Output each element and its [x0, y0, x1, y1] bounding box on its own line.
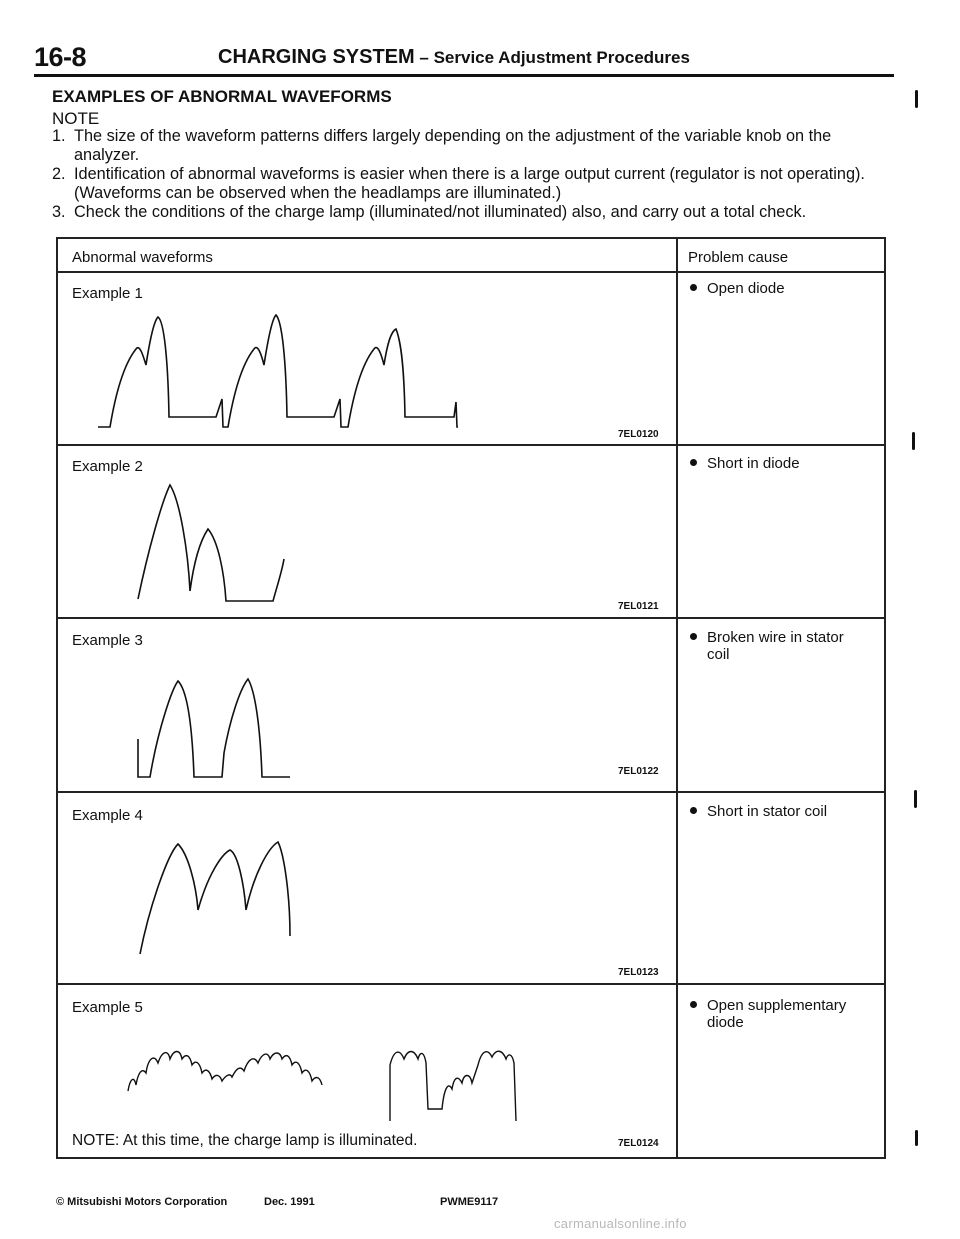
watermark: carmanualsonline.info	[554, 1216, 687, 1231]
waveform-trace	[98, 315, 458, 427]
cause-text: Short in stator coil	[707, 803, 828, 820]
example-3-cause	[690, 629, 870, 663]
footer-copyright: © Mitsubishi Motors Corporation	[56, 1196, 228, 1208]
example-3-label: Example 3	[72, 632, 143, 649]
example-5-cause	[690, 997, 870, 1031]
cause-text: Open supplementary	[707, 997, 847, 1014]
cause-text: Broken wire in stator	[707, 629, 844, 646]
cause-text: Short in diode	[707, 455, 800, 472]
cause-text-cont: diode	[707, 1014, 744, 1031]
waveform-trace	[140, 842, 290, 954]
section-name: CHARGING SYSTEM	[218, 46, 415, 68]
waveform-table	[56, 237, 886, 1159]
example-2-waveform	[58, 471, 676, 611]
example-2-code: 7EL0121	[618, 601, 659, 612]
waveform-trace	[138, 679, 290, 777]
header-rule	[58, 271, 884, 273]
bullet	[690, 633, 697, 640]
example-4-label: Example 4	[72, 807, 143, 824]
example-5-waveform	[58, 1029, 676, 1139]
row-rule	[58, 444, 884, 446]
subsection-name: – Service Adjustment Procedures	[414, 48, 690, 67]
note-item	[52, 203, 892, 222]
waveform-trace-right	[390, 1051, 516, 1121]
note-text: The size of the waveform patterns differs largely depending on the adjustment of the variable knob on the analyzer.	[74, 127, 832, 164]
example-1-label: Example 1	[72, 285, 143, 302]
note-heading: NOTE	[52, 109, 100, 128]
note-item	[52, 165, 892, 203]
note-item	[52, 127, 892, 165]
example-5-label: Example 5	[72, 999, 143, 1016]
example-2-label: Example 2	[72, 458, 143, 475]
example-4-code: 7EL0123	[618, 967, 659, 978]
bullet	[690, 807, 697, 814]
example-2-cause	[690, 455, 870, 472]
footer-date: Dec. 1991	[264, 1196, 315, 1208]
margin-mark	[915, 90, 918, 108]
bullet	[690, 1001, 697, 1008]
row-rule	[58, 983, 884, 985]
row-rule	[58, 617, 884, 619]
example-4-cause	[690, 803, 870, 820]
example-5-code: 7EL0124	[618, 1138, 659, 1149]
example-3-waveform	[58, 649, 676, 789]
example-1-code: 7EL0120	[618, 429, 659, 440]
page-number: 16-8	[34, 42, 87, 72]
header-cause: Problem cause	[688, 249, 789, 266]
footer-doc-code: PWME9117	[440, 1196, 499, 1208]
example-4-waveform	[58, 824, 676, 964]
margin-mark	[915, 1130, 918, 1146]
column-divider	[676, 239, 678, 1157]
cause-text: Open diode	[707, 280, 785, 297]
bullet	[690, 284, 697, 291]
waveform-trace-left	[128, 1052, 322, 1092]
waveform-trace	[138, 485, 284, 601]
example-5-note: NOTE: At this time, the charge lamp is illuminated.	[72, 1132, 418, 1149]
page-header	[34, 44, 894, 77]
cause-text-cont: coil	[707, 646, 730, 663]
section-title	[218, 46, 690, 69]
header-waveforms: Abnormal waveforms	[72, 249, 213, 266]
note-number: 1.	[52, 127, 66, 145]
note-number: 2.	[52, 165, 66, 183]
margin-mark	[914, 790, 917, 808]
bullet	[690, 459, 697, 466]
row-rule	[58, 791, 884, 793]
page-title: EXAMPLES OF ABNORMAL WAVEFORMS	[52, 87, 392, 106]
margin-mark	[912, 432, 915, 450]
note-text: Identification of abnormal waveforms is easier when there is a large output current (regulator is not operating). (Waveforms can be observed when the headlamps are illuminated.)	[74, 165, 865, 202]
note-text: Check the conditions of the charge lamp (illuminated/not illuminated) also, and carry out a total check.	[74, 203, 807, 221]
example-1-cause	[690, 280, 870, 297]
example-3-code: 7EL0122	[618, 766, 659, 777]
note-list	[52, 127, 892, 222]
note-number: 3.	[52, 203, 66, 221]
example-1-waveform	[58, 299, 676, 439]
